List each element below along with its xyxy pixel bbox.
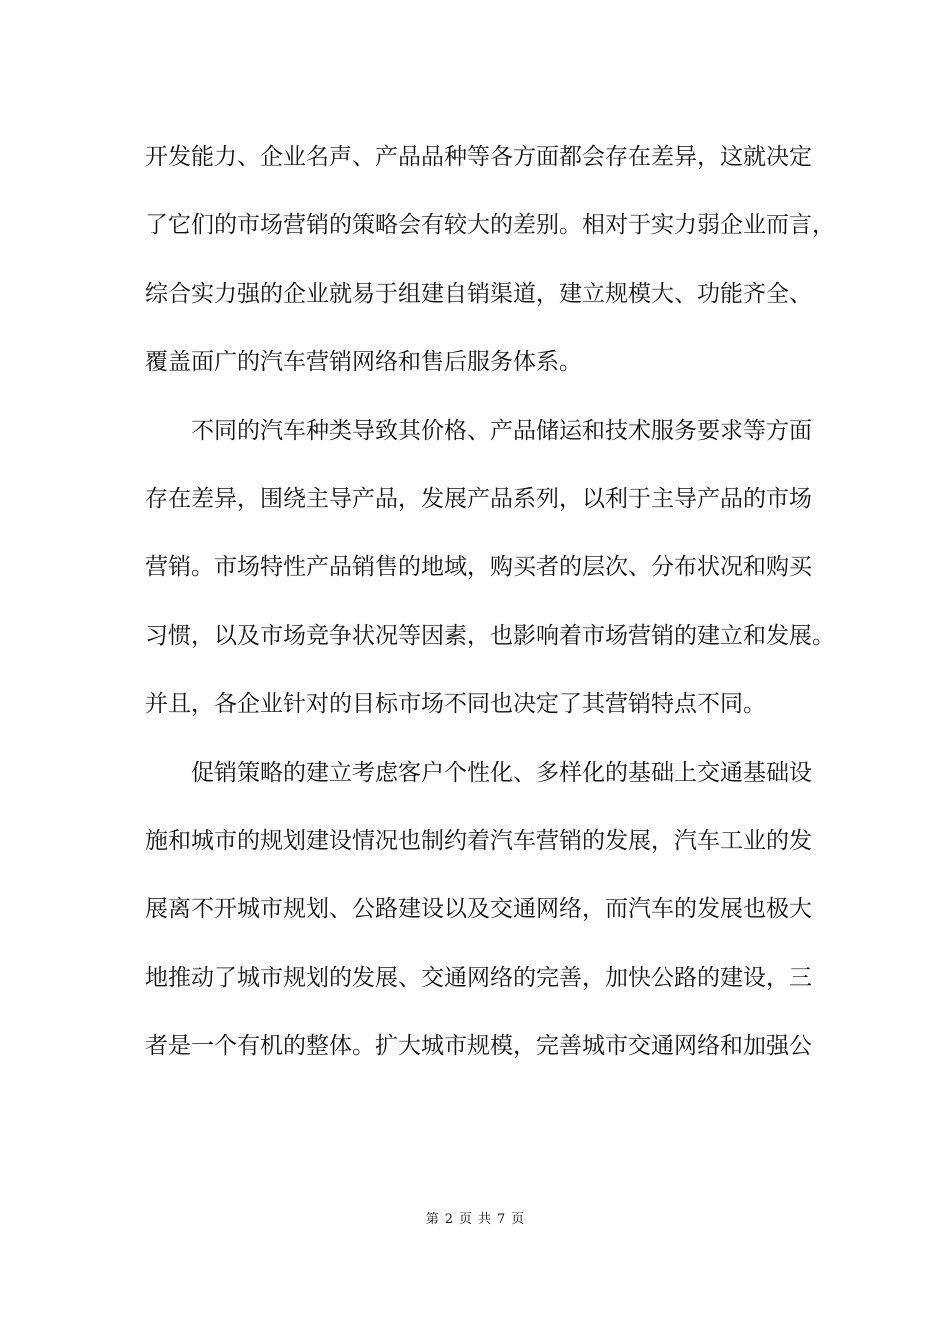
footer-page-word-end: 页 bbox=[511, 1212, 525, 1227]
paragraph-line: 不同的汽车种类导致其价格、产品储运和技术服务要求等方面 bbox=[191, 417, 812, 444]
paragraph-line: 综合实力强的企业就易于组建自销渠道，建立规模大、功能齐全、 bbox=[145, 280, 812, 307]
paragraph-line: 存在差异，围绕主导产品，发展产品系列，以利于主导产品的市场 bbox=[145, 485, 812, 512]
paragraph-line: 展离不开城市规划、公路建设以及交通网络，而汽车的发展也极大 bbox=[145, 896, 812, 923]
footer-total-pages: 7 bbox=[497, 1212, 506, 1227]
paragraph-line: 施和城市的规划建设情况也制约着汽车营销的发展，汽车工业的发 bbox=[145, 827, 812, 854]
paragraph-line: 促销策略的建立考虑客户个性化、多样化的基础上交通基础设 bbox=[191, 759, 812, 786]
paragraph-line: 者是一个有机的整体。扩大城市规模，完善城市交通网络和加强公 bbox=[145, 1033, 812, 1060]
paragraph-line: 习惯，以及市场竞争状况等因素，也影响着市场营销的建立和发展。 bbox=[145, 622, 835, 649]
page-footer bbox=[0, 1208, 950, 1227]
paragraph-line: 覆盖面广的汽车营销网络和售后服务体系。 bbox=[145, 349, 582, 376]
paragraph-line: 并且，各企业针对的目标市场不同也决定了其营销特点不同。 bbox=[145, 691, 766, 718]
document-body bbox=[145, 134, 835, 1091]
footer-page-word: 页 bbox=[458, 1212, 472, 1227]
footer-total-prefix: 共 bbox=[478, 1212, 492, 1227]
paragraph-line: 营销。市场特性产品销售的地域，购买者的层次、分布状况和购买 bbox=[145, 554, 812, 581]
paragraph-line: 开发能力、企业名声、产品品种等各方面都会存在差异，这就决定 bbox=[145, 144, 812, 170]
footer-current-page: 2 bbox=[444, 1212, 453, 1227]
paragraph-line: 地推动了城市规划的发展、交通网络的完善，加快公路的建设，三 bbox=[145, 964, 812, 991]
footer-page-prefix: 第 bbox=[425, 1212, 439, 1227]
paragraph-line: 了它们的市场营销的策略会有较大的差别。相对于实力弱企业而言， bbox=[145, 212, 835, 239]
